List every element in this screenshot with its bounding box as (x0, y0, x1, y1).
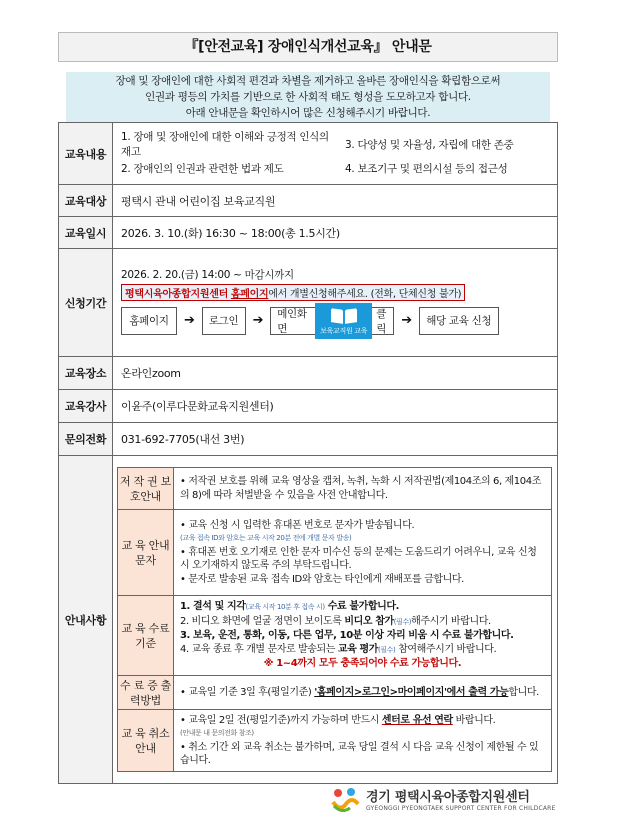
complete-rule-1 (180, 600, 545, 615)
content-item-3: 3. 다양성 및 자율성, 자립에 대한 존중 (345, 139, 514, 151)
book-icon (331, 309, 357, 323)
period-deadline: 2026. 2. 20.(금) 14:00 ~ 마감시까지 (121, 268, 294, 281)
rule1-note: (교육 시작 10분 후 접속 시) (245, 603, 325, 612)
period-cell (113, 249, 558, 357)
flow-step-click: 클릭 (376, 307, 387, 335)
cert-b: '홈페이지>로그인>마이페이지'에서 출력 가능 (314, 686, 509, 698)
place-value: 온라인zoom (113, 357, 558, 390)
cancel-label: 교 육 취소안내 (118, 710, 174, 772)
rule2-note: (필수) (393, 617, 412, 626)
intro-line: 장애 및 장애인에 대한 사회적 편견과 차별을 제거하고 올바른 장애인식을 확립함으로써 (115, 75, 501, 87)
label-notice: 안내사항 (59, 456, 113, 784)
complete-rule-4 (180, 643, 545, 658)
label-lecturer: 교육강사 (59, 390, 113, 423)
content-item-1: 1. 장애 및 장애인에 대한 이해와 긍정적 인식의 재고 (121, 131, 329, 158)
footer-org-en: GYEONGGI PYEONGTAEK SUPPORT CENTER FOR CHILDCARE (366, 805, 556, 812)
flow-step-main-label: 메인화면 (277, 307, 307, 335)
cancel-line-2: • 취소 기간 외 교육 취소는 불가하며, 교육 당일 결석 시 다음 교육 신청이 제한될 수 있습니다. (180, 741, 539, 766)
rule2-a: 2. 비디오 화면에 얼굴 정면이 보이도록 (180, 615, 345, 627)
sms-line-1: • 교육 신청 시 입력한 휴대폰 번호로 문자가 발송됩니다. (180, 519, 415, 531)
sms-cell (174, 510, 552, 596)
cert-c: 합니다. (508, 686, 539, 698)
complete-rule-2 (180, 615, 545, 630)
contact-value: 031-692-7705(내선 3번) (113, 423, 558, 456)
rule1-end: 수료 불가합니다. (324, 601, 400, 613)
center-logo-icon (330, 786, 360, 812)
sms-line-2: • 휴대폰 번호 오기재로 인한 문자 미수신 등의 문제는 도움드리기 어려우니, 교육 신청 시 오기재하지 않도록 주의 부탁드립니다. (180, 546, 537, 572)
apply-notice (121, 284, 465, 301)
complete-rule-3: 3. 보육, 운전, 통화, 이동, 다른 업무, 10분 이상 자리 비움 시 수료 불가합니다. (180, 630, 514, 642)
rule4-b: 교육 평가 (337, 643, 378, 655)
cert-a: • 교육일 기준 3일 후(평일기준) (180, 686, 315, 698)
cancel-1c: 바랍니다. (452, 714, 496, 726)
lecturer-value: 이윤주(이루다문화교육지원센터) (113, 390, 558, 423)
complete-label: 교 육 수료기준 (118, 596, 174, 676)
cert-label: 수 료 증 출력방법 (118, 676, 174, 710)
homepage-text: 홈페이지 (230, 288, 269, 300)
cancel-line-1 (180, 714, 545, 728)
flow-step-main (270, 307, 394, 335)
intro-line: 인권과 평등의 가치를 기반으로 한 사회적 태도 형성을 도모하고자 합니다. (145, 91, 471, 103)
content-item-4: 4. 보조기구 및 편의시설 등의 접근성 (345, 163, 508, 175)
label-date: 교육일시 (59, 217, 113, 249)
sms-line-1-note: (교육 접속 ID와 암호는 교육 시작 20분 전에 개별 문자 발송) (180, 534, 352, 543)
sms-line-3: • 문자로 발송된 교육 접속 ID와 암호는 타인에게 재배포를 금합니다. (180, 573, 464, 585)
rule4-c: 참여해주시기 바랍니다. (395, 643, 497, 655)
flow-step-homepage: 홈페이지 (121, 307, 177, 335)
page-title: 『[안전교육] 장애인식개선교육』 안내문 (58, 32, 558, 62)
rule4-a: 4. 교육 종료 후 개별 문자로 발송되는 (180, 643, 338, 655)
notice-table (117, 467, 552, 772)
cancel-line-1-note: (안내문 내 문의전화 참조) (180, 729, 254, 737)
label-contact: 문의전화 (59, 423, 113, 456)
apply-text: 에서 개별신청해주세요. (268, 288, 368, 300)
cancel-1b: 센터로 유선 연락 (381, 714, 453, 726)
rule1-bold: 1. 결석 및 지각 (180, 601, 246, 613)
footer-logo (330, 786, 556, 812)
complete-cell (174, 596, 552, 676)
footer-org-name: 경기 평택시육아종합지원센터 (366, 790, 530, 805)
content-cell (113, 123, 558, 185)
label-content: 교육내용 (59, 123, 113, 185)
flow-step-apply: 해당 교육 신청 (419, 307, 499, 335)
copyright-text: • 저작권 보호를 위해 교육 영상을 캡쳐, 녹취, 녹화 시 저작권법(제104조의 6, 제104조의 8)에 따라 처벌받을 수 있음을 사전 안내합니다. (174, 468, 552, 510)
sms-label: 교 육 안내문자 (118, 510, 174, 596)
cancel-cell (174, 710, 552, 772)
complete-note: ※ 1~4까지 모두 충족되어야 수료 가능합니다. (263, 658, 462, 670)
date-value: 2026. 3. 10.(화) 16:30 ~ 18:00(총 1.5시간) (113, 217, 558, 249)
label-period: 신청기간 (59, 249, 113, 357)
rule4-note: (필수) (377, 645, 396, 654)
copyright-label: 저 작 권 보호안내 (118, 468, 174, 510)
label-place: 교육장소 (59, 357, 113, 390)
cert-cell (174, 676, 552, 710)
rule2-c: 해주시기 바랍니다. (411, 615, 491, 627)
arrow-right-icon: ➔ (184, 313, 195, 328)
arrow-right-icon: ➔ (252, 313, 264, 328)
rule2-b: 비디오 참가 (344, 615, 394, 627)
flow-step-login: 로그인 (202, 307, 246, 335)
apply-flow (121, 307, 557, 335)
teacher-education-label: 보육교직원 교육 (320, 326, 368, 335)
arrow-right-icon: ➔ (401, 313, 412, 328)
center-name: 평택시육아종합지원센터 (125, 288, 228, 300)
teacher-education-button (315, 303, 372, 339)
notice-cell (113, 456, 558, 784)
intro-box (66, 72, 550, 122)
target-value: 평택시 관내 어린이집 보육교직원 (113, 185, 558, 217)
label-target: 교육대상 (59, 185, 113, 217)
apply-note: (전화, 단체신청 불가) (370, 288, 462, 300)
info-table (58, 122, 558, 784)
intro-line: 아래 안내문을 확인하시어 많은 신청해주시기 바랍니다. (185, 107, 431, 119)
cancel-1a: • 교육일 2일 전(평일기준)까지 가능하며 반드시 (180, 714, 382, 726)
content-item-2: 2. 장애인의 인권과 관련한 법과 제도 (121, 163, 284, 175)
